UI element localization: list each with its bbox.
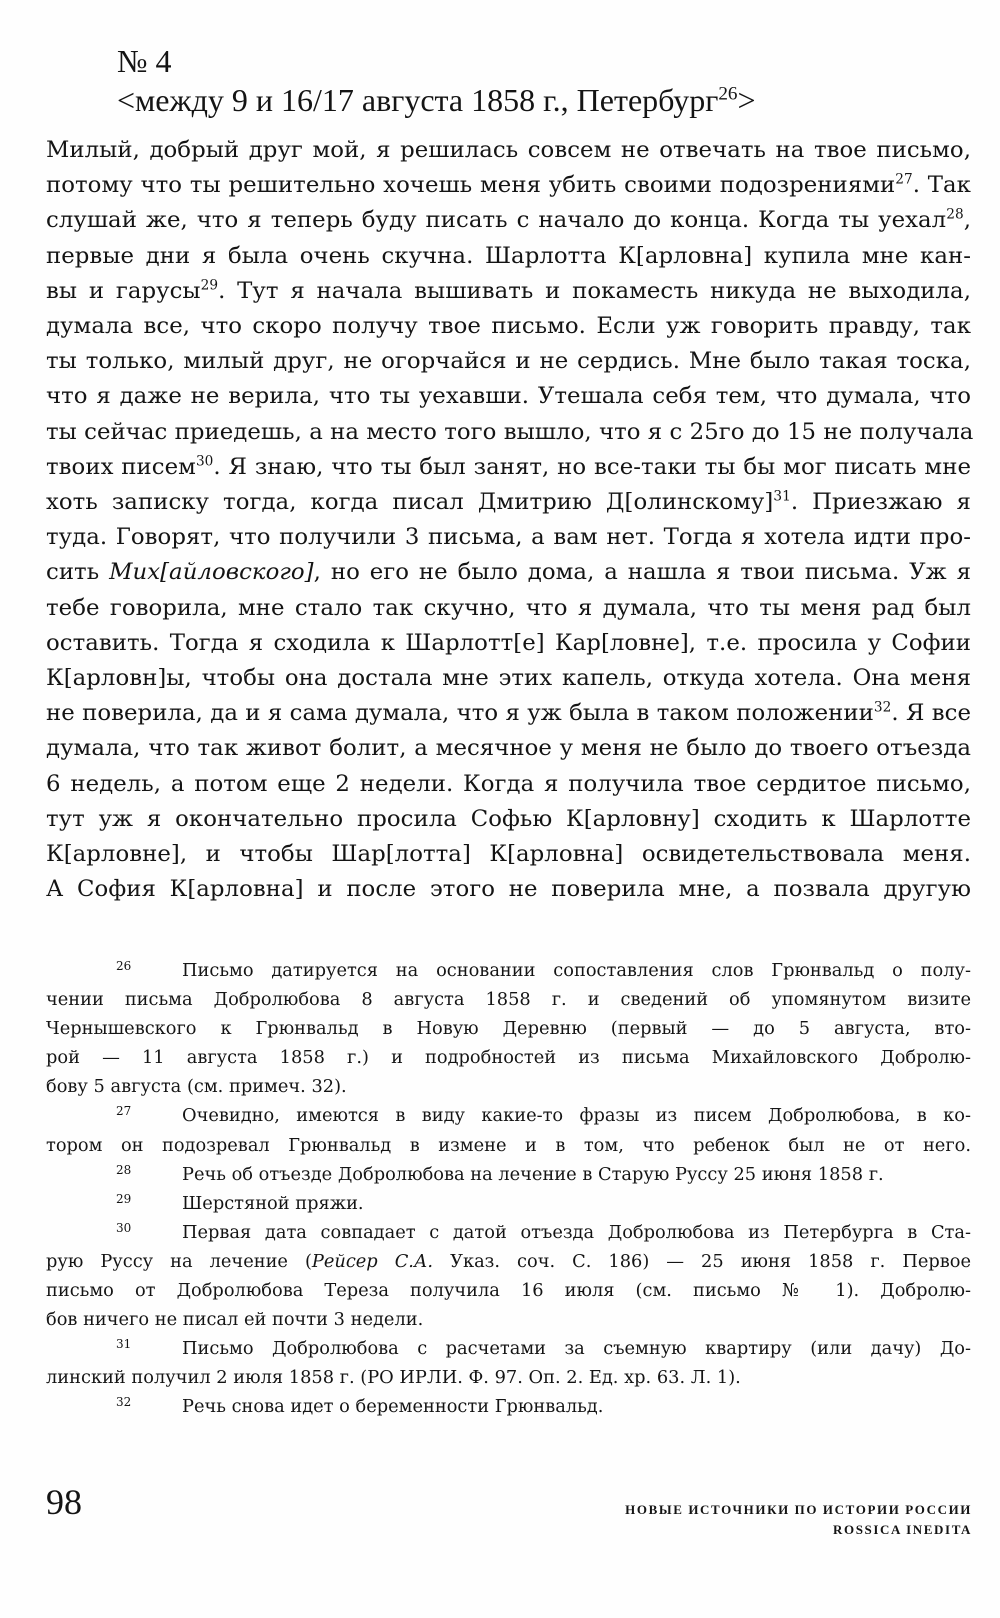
footnote-number: 29 (116, 1191, 132, 1206)
running-title (625, 1500, 972, 1540)
footnote-line: рой — 11 августа 1858 г.) и подробностей из письма Михайловского Добролю- (46, 1047, 971, 1069)
italic-name: Мих[айловского] (109, 559, 314, 586)
text-line: первые дни я была очень скучна. Шарлотта К[арловна] купила мне кан- (46, 242, 971, 269)
text-line: 6 недель, а потом еще 2 недели. Когда я получила твое сердитое письмо, (46, 770, 971, 797)
text-line: ты только, милый друг, не огорчайся и не сердись. Мне было такая тоска, (46, 348, 971, 375)
footnote-line: Чернышевского к Грюнвальд в Новую Деревню (первый — до 5 августа, вто- (46, 1018, 971, 1040)
footnote-line: рую Руссу на лечение (Рейсер С.А. Указ. соч. С. 186) — 25 июня 1858 г. Первое (46, 1250, 971, 1272)
page-number: 98 (46, 1482, 82, 1522)
footnote-ref: 32 (873, 699, 892, 716)
footnote-ref: 28 (946, 206, 964, 223)
footnote-number: 26 (116, 959, 132, 973)
running-title-line: ROSSICA INEDITA (833, 1522, 972, 1537)
text-line: ты сейчас приедешь, а на место того вышло, что я с 25го до 15 не получала (46, 418, 974, 445)
text-line: вы и гарусы$^{29}$. Тут я начала вышивать и покаместь никуда не выходила, (46, 277, 971, 304)
footnote-number: 32 (116, 1395, 132, 1410)
text-line: сить Мих[айловского], но его не было дома, а нашла я твои письма. Уж я (46, 559, 971, 586)
letter-heading (117, 42, 957, 120)
footnote-line: письмо от Добролюбова Тереза получила 16 июля (см. письмо № 1). Добролю- (46, 1280, 971, 1302)
footnote-line: 29 Шерстяной пряжи. (46, 1189, 971, 1218)
footnote-number: 31 (116, 1337, 132, 1352)
letter-date-place (117, 81, 957, 120)
footnote-ref: 29 (200, 277, 219, 294)
footnote-ref: 30 (195, 453, 214, 470)
text-line: А София К[арловна] и после этого не поверила мне, а позвала другую (46, 876, 971, 903)
footnotes (46, 956, 971, 1422)
footnote-number: 30 (116, 1220, 132, 1235)
footnote-number: 28 (116, 1162, 132, 1177)
footnote-line: 30 Первая дата совпадает с датой отъезда Добролюбова из Петербурга в Ста- (46, 1218, 971, 1247)
footnote-26 (46, 956, 971, 1101)
footnote-number: 27 (116, 1104, 132, 1119)
letter-date-text: <между 9 и 16/17 августа 1858 г., Петербург (117, 82, 719, 118)
text-line: что я даже не верила, что ты уехавши. Утешала себя тем, что думала, что (46, 383, 971, 410)
footnote-line: бов ничего не писал ей почти 3 недели. (46, 1309, 424, 1331)
text-line: не поверила, да и я сама думала, что я уж была в таком положении$^{32}$. Я все (46, 699, 971, 727)
text-line: слушай же, что я теперь буду писать с начало до конца. Когда ты уехал$^{28}$, (46, 206, 971, 234)
footnote-line: тором он подозревал Грюнвальд в измене и в том, что ребенок был не от него. (46, 1134, 971, 1156)
footnote-line: 27 Очевидно, имеются в виду какие-то фразы из писем Добролюбова, в ко- (46, 1101, 971, 1130)
footnote-ref: 27 (895, 171, 913, 188)
letter-number: № 4 (117, 43, 172, 79)
footnote-ref: 31 (773, 488, 791, 505)
footnote-line: бову 5 августа (см. примеч. 32). (46, 1076, 347, 1098)
footnote-32 (46, 1392, 971, 1421)
text-line: думала все, что скоро получу твое письмо. Если уж говорить правду, так (46, 313, 971, 340)
footnote-30 (46, 1218, 971, 1334)
text-line: Милый, добрый друг мой, я решилась совсем не отвечать на твое письмо, (46, 137, 971, 163)
text-line: потому что ты решительно хочешь меня убить своими подозрениями$^{27}$. Так (46, 171, 971, 199)
footnote-28 (46, 1160, 971, 1189)
footnote-29 (46, 1189, 971, 1218)
letter-date-close: > (737, 82, 756, 118)
text-line: думала, что так живот болит, а месячное у меня не было до твоего отъезда (46, 735, 971, 762)
letter-body (46, 133, 974, 907)
text-line: К[арловне], и чтобы Шар[лотта] К[арловна] освидетельствовала меня. (46, 841, 971, 868)
text-line: тебе говорила, мне стало так скучно, что я думала, что ты меня рад был (46, 594, 971, 621)
text-line: оставить. Тогда я сходила к Шарлотт[е] Кар[ловне], т.е. просила у Софии (46, 629, 971, 656)
text-line: тут уж я окончательно просила Софью К[арловну] сходить к Шарлотте (46, 805, 971, 832)
footnote-line: 31 Письмо Добролюбова с расчетами за съемную квартиру (или дачу) До- (46, 1334, 971, 1363)
footnote-line: линский получил 2 июля 1858 г. (РО ИРЛИ. Ф. 97. Оп. 2. Ед. хр. 63. Л. 1). (46, 1367, 741, 1389)
italic-citation: Рейсер С.А. (311, 1250, 434, 1272)
footnote-27 (46, 1101, 971, 1159)
footnote-line: чении письма Добролюбова 8 августа 1858 г. и сведений об упомянутом визите (46, 989, 971, 1011)
running-title-line: НОВЫЕ ИСТОЧНИКИ ПО ИСТОРИИ РОССИИ (625, 1502, 972, 1517)
text-line: К[арловн]ы, чтобы она достала мне этих капель, откуда хотела. Она меня (46, 665, 971, 692)
footnote-31 (46, 1334, 971, 1392)
text-line: хоть записку тогда, когда писал Дмитрию Д[олинскому]$^{31}$. Приезжаю я (46, 488, 971, 516)
text-line: твоих писем$^{30}$. Я знаю, что ты был занят, но все-таки ты бы мог писать мне (46, 453, 971, 480)
footnote-line: 28 Речь об отъезде Добролюбова на лечение в Старую Руссу 25 июня 1858 г. (46, 1160, 971, 1189)
footnote-line: 26 Письмо датируется на основании сопоставления слов Грюнвальд о полу- (46, 956, 971, 985)
footnote-line: 32 Речь снова идет о беременности Грюнвальд. (46, 1392, 971, 1421)
text-line: туда. Говорят, что получили 3 письма, а вам нет. Тогда я хотела идти про- (46, 524, 971, 551)
footnote-ref: 26 (718, 83, 738, 105)
